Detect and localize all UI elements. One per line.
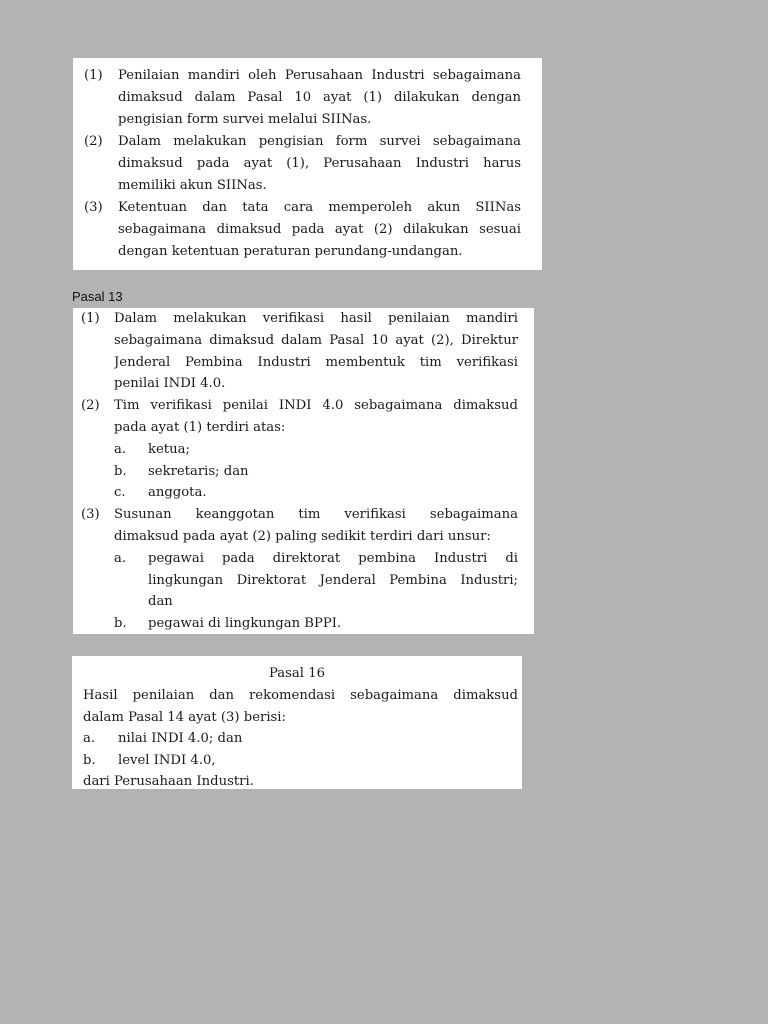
item-text-line: dimaksud dalam Pasal 10 ayat (1) dilakukan dengan	[118, 90, 521, 105]
item-text-line: sebagaimana dimaksud pada ayat (2) dilakukan sesuai	[118, 222, 521, 237]
sub-item-text-line: pegawai di lingkungan BPPI.	[148, 616, 342, 632]
sub-item-text-line: sekretaris; dan	[148, 463, 249, 479]
pasal-13-label: Pasal 13	[72, 289, 123, 304]
sub-item-text-line: anggota.	[148, 485, 207, 501]
item-number: (3)	[81, 507, 100, 523]
item-text-line: sebagaimana dimaksud dalam Pasal 10 ayat (2), Direktur	[114, 332, 518, 348]
sub-item-letter: a.	[83, 731, 96, 747]
sub-item-letter: a.	[114, 550, 127, 566]
pasal-12-excerpt	[73, 58, 542, 270]
sub-item-text: level INDI 4.0,	[118, 752, 216, 768]
sub-item-text-line: lingkungan Direktorat Jenderal Pembina Industri;	[148, 572, 518, 588]
sub-item-letter: b.	[83, 752, 96, 768]
item-text-line: Dalam melakukan pengisian form survei sebagaimana	[118, 134, 521, 149]
body-text-line: dalam Pasal 14 ayat (3) berisi:	[83, 709, 286, 725]
sub-item-text-line: ketua;	[148, 441, 190, 457]
pasal-16-excerpt	[72, 656, 522, 789]
item-number: (1)	[84, 68, 103, 83]
item-text-line: Ketentuan dan tata cara memperoleh akun SIINas	[118, 200, 521, 215]
sub-item-text-line: dan	[148, 594, 173, 610]
item-text-line: pada ayat (1) terdiri atas:	[114, 420, 286, 435]
item-number: (3)	[84, 200, 103, 215]
sub-item-letter: b.	[114, 616, 127, 632]
body-text-line: Hasil penilaian dan rekomendasi sebagaimana dimaksud	[83, 688, 518, 703]
item-text-line: dimaksud pada ayat (2) paling sedikit terdiri dari unsur:	[114, 529, 491, 544]
item-text-line: Dalam melakukan verifikasi hasil penilaian mandiri	[114, 311, 518, 326]
item-text-line: Tim verifikasi penilai INDI 4.0 sebagaimana dimaksud	[114, 398, 518, 414]
sub-item-letter: a.	[114, 441, 127, 457]
sub-item-text-line: pegawai pada direktorat pembina Industri di	[148, 550, 518, 566]
item-text-line: pengisian form survei melalui SIINas.	[118, 112, 372, 127]
item-text-line: Susunan keanggotan tim verifikasi sebagaimana	[114, 507, 518, 523]
item-text-line: Jenderal Pembina Industri membentuk tim verifikasi	[114, 354, 518, 370]
pasal-13-excerpt	[73, 308, 534, 634]
item-text-line: dimaksud pada ayat (1), Perusahaan Industri harus	[118, 156, 521, 171]
item-text-line: Penilaian mandiri oleh Perusahaan Industri sebagaimana	[118, 68, 521, 83]
sub-item-letter: b.	[114, 463, 127, 479]
closing-text: dari Perusahaan Industri.	[83, 774, 254, 790]
item-number: (1)	[81, 311, 100, 326]
sub-item-text: nilai INDI 4.0; dan	[118, 731, 243, 747]
item-text-line: penilai INDI 4.0.	[114, 376, 226, 392]
sub-item-letter: c.	[114, 485, 126, 501]
item-number: (2)	[81, 398, 100, 414]
item-number: (2)	[84, 134, 103, 149]
item-text-line: memiliki akun SIINas.	[118, 178, 267, 193]
pasal-16-title: Pasal 16	[269, 666, 325, 681]
item-text-line: dengan ketentuan peraturan perundang-undangan.	[118, 244, 463, 259]
